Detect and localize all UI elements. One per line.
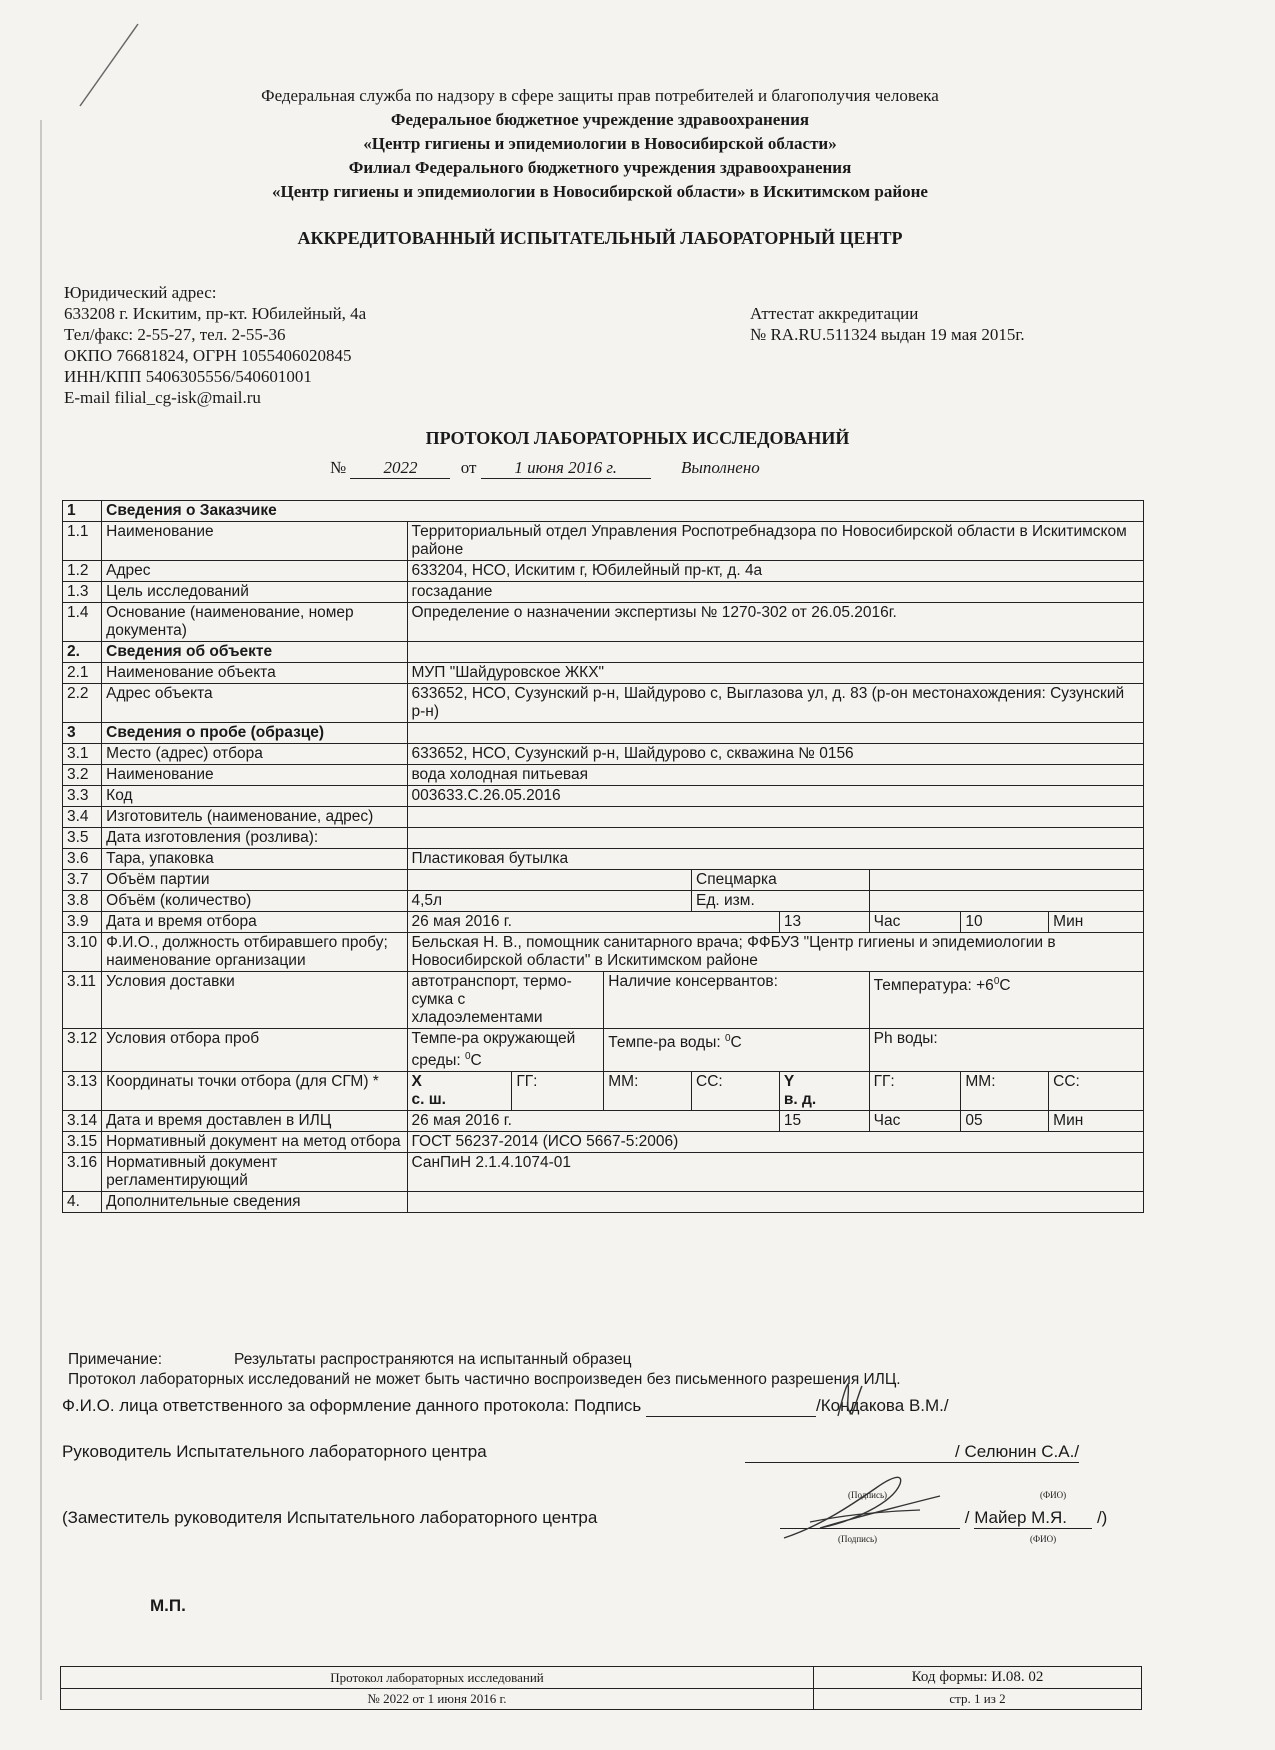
celsius-letter: С <box>730 1034 742 1052</box>
coord-x-cell <box>407 1072 512 1111</box>
coord-seconds: СС: <box>692 1072 780 1111</box>
head-label: Руководитель Испытательного лабораторного центра <box>62 1442 487 1461</box>
protocol-number-line <box>330 458 760 479</box>
coord-minutes: ММ: <box>604 1072 692 1111</box>
row-label: Адрес объекта <box>102 684 407 723</box>
delivery-conditions: автотранспорт, термо-сумка с хладоэлементами <box>407 972 604 1029</box>
coord-y-sublabel: в. д. <box>783 1091 817 1109</box>
row-label: Дата и время доставлен в ИЛЦ <box>102 1111 407 1132</box>
minute-value: 05 <box>961 1111 1049 1132</box>
email: E-mail filial_cg-isk@mail.ru <box>64 388 261 407</box>
deputy-name: Майер М.Я. <box>974 1508 1092 1529</box>
celsius-letter: С <box>470 1052 482 1070</box>
unit-label: Ед. изм. <box>692 891 870 912</box>
empty-cell <box>869 870 1143 891</box>
responsible-name: /Кондакова В.М./ <box>816 1396 949 1415</box>
table-row <box>63 744 1144 765</box>
row-number: 3.16 <box>63 1153 102 1192</box>
row-value: 4,5л <box>407 891 692 912</box>
section-title: Сведения о пробе (образце) <box>102 723 407 744</box>
empty-cell <box>407 1192 1144 1213</box>
row-number: 4. <box>63 1192 102 1213</box>
header-line-5: «Центр гигиены и эпидемиологии в Новосибирской области» в Искитимском районе <box>272 182 928 201</box>
head-name-line <box>745 1442 1079 1463</box>
row-label: Дополнительные сведения <box>102 1192 407 1213</box>
accreditation-block <box>750 303 1025 345</box>
form-code: Код формы: И.08. 02 <box>814 1667 1142 1689</box>
row-label: Нормативный документ регламентирующий <box>102 1153 407 1192</box>
signature-field <box>646 1396 816 1417</box>
water-temp-label: Темпе-ра воды: <box>608 1034 725 1052</box>
table-row <box>63 912 1144 933</box>
table-row <box>63 561 1144 582</box>
protocol-title: ПРОТОКОЛ ЛАБОРАТОРНЫХ ИССЛЕДОВАНИЙ <box>425 428 850 448</box>
table-row <box>63 684 1144 723</box>
hour-label: Час <box>869 1111 961 1132</box>
table-row <box>63 1132 1144 1153</box>
table-row <box>63 582 1144 603</box>
minute-label: Мин <box>1049 912 1144 933</box>
coord-x-label: Х <box>411 1073 422 1091</box>
note-reproduction: Протокол лабораторных исследований не может быть частично воспроизведен без письменного разрешения ИЛЦ. <box>68 1371 901 1388</box>
row-number: 3.14 <box>63 1111 102 1132</box>
row-number: 3.3 <box>63 786 102 807</box>
row-number: 3.12 <box>63 1029 102 1072</box>
ambient-temp-cell <box>407 1029 604 1072</box>
table-row <box>63 828 1144 849</box>
note-label: Примечание: <box>68 1351 163 1368</box>
row-value: 633204, НСО, Искитим г, Юбилейный пр-кт, д. 4а <box>407 561 1144 582</box>
footer-table <box>60 1666 1142 1710</box>
preservatives-label: Наличие консервантов: <box>604 972 869 1029</box>
scan-edge-line <box>40 120 42 1700</box>
address-line: 633208 г. Искитим, пр-кт. Юбилейный, 4а <box>64 304 367 323</box>
row-number: 3.2 <box>63 765 102 786</box>
table-row <box>63 807 1144 828</box>
fio-caption: (ФИО) <box>1030 1534 1057 1544</box>
table-row <box>63 663 1144 684</box>
deputy-label: (Заместитель руководителя Испытательного лабораторного центра <box>62 1508 598 1527</box>
temperature-cell <box>869 972 1143 1029</box>
row-value: Определение о назначении экспертизы № 1270-302 от 26.05.2016г. <box>407 603 1144 642</box>
hour-value: 15 <box>779 1111 869 1132</box>
row-label: Основание (наименование, номер документа) <box>102 603 407 642</box>
lab-title: АККРЕДИТОВАННЫЙ ИСПЫТАТЕЛЬНЫЙ ЛАБОРАТОРНЫЙ ЦЕНТР <box>297 228 903 248</box>
row-number: 3.4 <box>63 807 102 828</box>
row-label: Условия доставки <box>102 972 407 1029</box>
head-name: / Селюнин С.А./ <box>955 1442 1080 1461</box>
table-row <box>63 522 1144 561</box>
water-temp-cell <box>604 1029 869 1072</box>
row-number: 1.2 <box>63 561 102 582</box>
footer-row <box>61 1667 1142 1689</box>
row-value: 26 мая 2016 г. <box>407 1111 779 1132</box>
row-number: 3.10 <box>63 933 102 972</box>
coord-y-label: Y <box>783 1073 795 1091</box>
row-value: госзадание <box>407 582 1144 603</box>
row-label: Код <box>102 786 407 807</box>
degree-sign: 0 <box>993 976 1000 987</box>
row-number: 3.11 <box>63 972 102 1029</box>
stamp-place-label: М.П. <box>150 1596 186 1615</box>
row-value: ГОСТ 56237-2014 (ИСО 5667-5:2006) <box>407 1132 1144 1153</box>
address-line: ИНН/КПП 5406305556/540601001 <box>64 367 312 386</box>
address-block <box>64 282 366 408</box>
temperature-label: Температура: +6 <box>873 977 994 995</box>
table-row <box>63 849 1144 870</box>
row-number: 2. <box>63 642 102 663</box>
note-line <box>68 1350 901 1370</box>
deputy-close: /) <box>1096 1508 1108 1527</box>
row-value: 003633.С.26.05.2016 <box>407 786 1144 807</box>
header-line-4: Филиал Федерального бюджетного учреждения здравоохранения <box>348 158 852 177</box>
coord-y-cell <box>779 1072 869 1111</box>
row-label: Изготовитель (наименование, адрес) <box>102 807 407 828</box>
coord-degrees: ГГ: <box>512 1072 604 1111</box>
row-label: Наименование объекта <box>102 663 407 684</box>
row-value: МУП "Шайдуровское ЖКХ" <box>407 663 1144 684</box>
section-title: Сведения об объекте <box>102 642 407 663</box>
head-signature-line <box>62 1442 487 1462</box>
accreditation-line: № RA.RU.511324 выдан 19 мая 2015г. <box>750 325 1025 344</box>
protocol-table <box>62 500 1144 1213</box>
from-label: от <box>460 458 477 477</box>
ph-label: Ph воды: <box>869 1029 1143 1072</box>
footer-title: Протокол лабораторных исследований <box>61 1667 814 1689</box>
row-number: 1.1 <box>63 522 102 561</box>
empty-cell <box>407 828 1144 849</box>
accreditation-line: Аттестат аккредитации <box>750 304 919 323</box>
responsible-label: Ф.И.О. лица ответственного за оформление данного протокола: Подпись <box>62 1396 642 1415</box>
header-line-3: «Центр гигиены и эпидемиологии в Новосибирской области» <box>363 134 837 153</box>
note-text: Результаты распространяются на испытанный образец <box>234 1351 632 1368</box>
minute-label: Мин <box>1049 1111 1144 1132</box>
empty-cell <box>407 807 1144 828</box>
coord-minutes: ММ: <box>961 1072 1049 1111</box>
row-label: Тара, упаковка <box>102 849 407 870</box>
row-number: 1.4 <box>63 603 102 642</box>
row-value: вода холодная питьевая <box>407 765 1144 786</box>
table-row <box>63 933 1144 972</box>
table-row <box>63 891 1144 912</box>
row-label: Дата и время отбора <box>102 912 407 933</box>
address-line: Тел/факс: 2-55-27, тел. 2-55-36 <box>64 325 286 344</box>
hour-value: 13 <box>779 912 869 933</box>
row-label: Условия отбора проб <box>102 1029 407 1072</box>
row-label: Нормативный документ на метод отбора <box>102 1132 407 1153</box>
sign-caption: (Подпись) <box>848 1490 888 1500</box>
signature-mark <box>830 1380 870 1420</box>
table-row <box>63 1111 1144 1132</box>
table-row <box>63 1192 1144 1213</box>
table-row <box>63 972 1144 1029</box>
address-line: ОКПО 76681824, ОГРН 1055406020845 <box>64 346 352 365</box>
protocol-date: 1 июня 2016 г. <box>481 458 651 479</box>
row-number: 1.3 <box>63 582 102 603</box>
deputy-signature-line <box>62 1508 597 1528</box>
empty-cell <box>407 870 692 891</box>
deputy-name-line: / Майер М.Я. /) <box>780 1508 1107 1529</box>
footer-number: № 2022 от 1 июня 2016 г. <box>61 1689 814 1710</box>
header-line-1: Федеральная служба по надзору в сфере защиты прав потребителей и благополучия человека <box>261 86 939 105</box>
row-value: 633652, НСО, Сузунский р-н, Шайдурово с, скважина № 0156 <box>407 744 1144 765</box>
protocol-status: Выполнено <box>680 458 760 477</box>
row-number: 2.1 <box>63 663 102 684</box>
coord-x-sublabel: с. ш. <box>411 1091 446 1109</box>
row-label: Дата изготовления (розлива): <box>102 828 407 849</box>
row-number: 3 <box>63 723 102 744</box>
table-row <box>63 1029 1144 1072</box>
row-label: Координаты точки отбора (для СГМ) * <box>102 1072 407 1111</box>
section-title: Сведения о Заказчике <box>102 501 1144 522</box>
row-value: Пластиковая бутылка <box>407 849 1144 870</box>
row-label: Адрес <box>102 561 407 582</box>
row-number: 3.5 <box>63 828 102 849</box>
empty-cell <box>407 642 1144 663</box>
row-value: СанПиН 2.1.4.1074-01 <box>407 1153 1144 1192</box>
section-row <box>63 642 1144 663</box>
celsius-letter: С <box>999 977 1011 995</box>
table-row <box>63 603 1144 642</box>
minute-value: 10 <box>961 912 1049 933</box>
row-label: Наименование <box>102 765 407 786</box>
protocol-number: 2022 <box>350 458 450 479</box>
table-row <box>63 786 1144 807</box>
hour-label: Час <box>869 912 961 933</box>
row-number: 3.1 <box>63 744 102 765</box>
row-number: 3.6 <box>63 849 102 870</box>
row-label: Ф.И.О., должность отбиравшего пробу; наименование организации <box>102 933 407 972</box>
row-label: Место (адрес) отбора <box>102 744 407 765</box>
row-number: 1 <box>63 501 102 522</box>
row-value: Территориальный отдел Управления Роспотребнадзора по Новосибирской области в Искитимском районе <box>407 522 1144 561</box>
degree-sign: 0 <box>724 1033 731 1044</box>
table-row <box>63 870 1144 891</box>
ambient-temp-label: Темпе-ра окружающей среды: <box>411 1030 576 1070</box>
row-label: Объём (количество) <box>102 891 407 912</box>
number-prefix: № <box>330 458 347 477</box>
empty-cell <box>869 891 1143 912</box>
row-number: 3.7 <box>63 870 102 891</box>
row-label: Объём партии <box>102 870 407 891</box>
address-line: Юридический адрес: <box>64 283 217 302</box>
fio-caption: (ФИО) <box>1040 1490 1067 1500</box>
special-mark-label: Спецмарка <box>692 870 870 891</box>
responsible-signature-line <box>62 1396 949 1417</box>
row-label: Цель исследований <box>102 582 407 603</box>
row-value: Бельская Н. В., помощник санитарного врача; ФФБУЗ "Центр гигиены и эпидемиологии в Новосибирской области" в Искитимском районе <box>407 933 1144 972</box>
row-number: 3.15 <box>63 1132 102 1153</box>
row-value: 633652, НСО, Сузунский р-н, Шайдурово с, Выглазова ул, д. 83 (р-он местонахождения: Сузунский р-н) <box>407 684 1144 723</box>
sign-caption: (Подпись) <box>838 1534 878 1544</box>
row-number: 3.13 <box>63 1072 102 1111</box>
empty-cell <box>407 723 1144 744</box>
coord-degrees: ГГ: <box>869 1072 961 1111</box>
table-row <box>63 1072 1144 1111</box>
section-row <box>63 501 1144 522</box>
row-label: Наименование <box>102 522 407 561</box>
section-row <box>63 723 1144 744</box>
header-line-2: Федеральное бюджетное учреждение здравоохранения <box>390 110 810 129</box>
row-number: 2.2 <box>63 684 102 723</box>
table-row <box>63 1153 1144 1192</box>
coord-seconds: СС: <box>1049 1072 1144 1111</box>
degree-sign: 0 <box>464 1051 471 1062</box>
row-number: 3.9 <box>63 912 102 933</box>
signature-field <box>745 1442 955 1463</box>
table-row <box>63 765 1144 786</box>
notes-block <box>68 1350 901 1390</box>
row-number: 3.8 <box>63 891 102 912</box>
footer-row <box>61 1689 1142 1710</box>
page-number: стр. 1 из 2 <box>814 1689 1142 1710</box>
row-value: 26 мая 2016 г. <box>407 912 779 933</box>
